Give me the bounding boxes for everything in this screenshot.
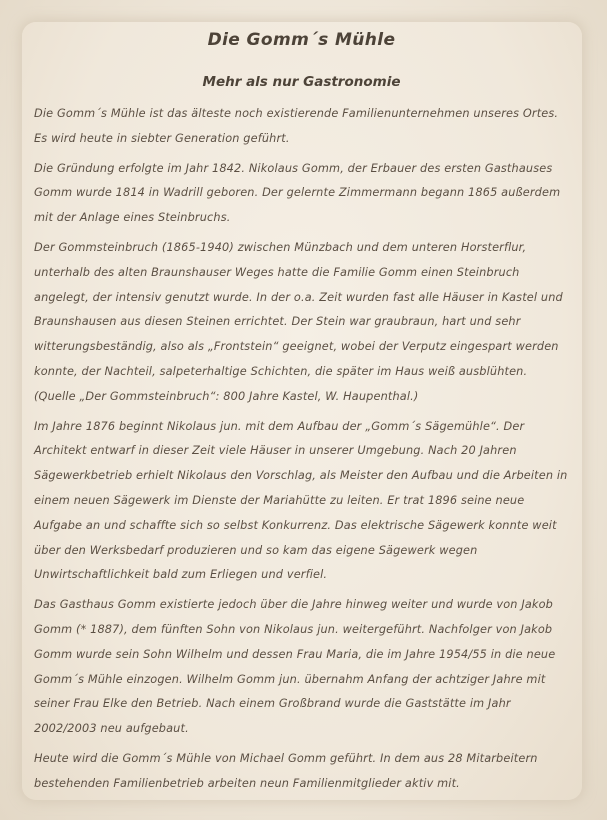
page-subtitle: Mehr als nur Gastronomie xyxy=(202,74,401,90)
paragraph-intro: Die Gomm´s Mühle ist das älteste noch existierende Familienunternehmen unseres Ortes. Es wird heute in siebter Generation geführt. xyxy=(34,107,559,145)
paragraph-quarry: Der Gommsteinbruch (1865-1940) zwischen Münzbach und dem unteren Horsterflur, unterhalb des alten Braunshauser Weges hatte die Familie Gomm einen Steinbruch angelegt, der intensiv genutzt wurde. In der o.a. Zeit wurden fast alle Häuser in Kastel und Braunshausen aus diesen Steinen errichtet. Der Stein war graubraun, hart und sehr witterungsbeständig, also als „Frontstein“ geeignet, wobei der Verputz eingespart werden konnte, der Nachteil, salpeterhaltige Schichten, die später im Haus weiß ausblühten. (Quelle „Der Gommsteinbruch“: 800 Jahre Kastel, W. Haupenthal.) xyxy=(34,240,563,403)
paragraph-today: Heute wird die Gomm´s Mühle von Michael Gomm geführt. In dem aus 28 Mitarbeitern bestehenden Familienbetrieb arbeiten neun Familienmitglieder aktiv mit. xyxy=(34,751,538,790)
paragraph-sawmill: Im Jahre 1876 beginnt Nikolaus jun. mit dem Aufbau der „Gomm´s Sägemühle“. Der Architekt entwarf in dieser Zeit viele Häuser in unserer Umgebung. Nach 20 Jahren Sägewerkbetrieb erhielt Nikolaus den Vorschlag, als Meister den Aufbau und die Arbeiten in einem neuen Sägewerk im Dienste der Mariahütte zu leiten. Er trat 1896 seine neue Aufgabe an und schaffte sich so selbst Konkurrenz. Das elektrische Sägewerk konnte weit über den Werksbedarf produzieren und so kam das eigene Sägewerk wegen Unwirtschaftlichkeit bald zum Erliegen und verfiel. xyxy=(34,419,568,582)
paragraph-founding: Die Gründung erfolgte im Jahr 1842. Nikolaus Gomm, der Erbauer des ersten Gasthauses Gomm wurde 1814 in Wadrill geboren. Der gelernte Zimmermann begann 1865 außerdem mit der Anlage eines Steinbruchs. xyxy=(34,161,561,225)
document-content xyxy=(34,30,569,802)
paragraph-inn-history: Das Gasthaus Gomm existierte jedoch über die Jahre hinweg weiter und wurde von Jakob Gomm (* 1887), dem fünften Sohn von Nikolaus jun. weitergeführt. Nachfolger von Jakob Gomm wurde sein Sohn Wilhelm und dessen Frau Maria, die im Jahre 1954/55 in die neue Gomm´s Mühle einzogen. Wilhelm Gomm jun. übernahm Anfang der achtziger Jahre mit seiner Frau Elke den Betrieb. Nach einem Großbrand wurde die Gaststätte im Jahr 2002/2003 neu aufgebaut. xyxy=(34,598,556,736)
faded-side-watermark xyxy=(2,720,16,800)
page-title: Die Gomm´s Mühle xyxy=(207,30,396,50)
